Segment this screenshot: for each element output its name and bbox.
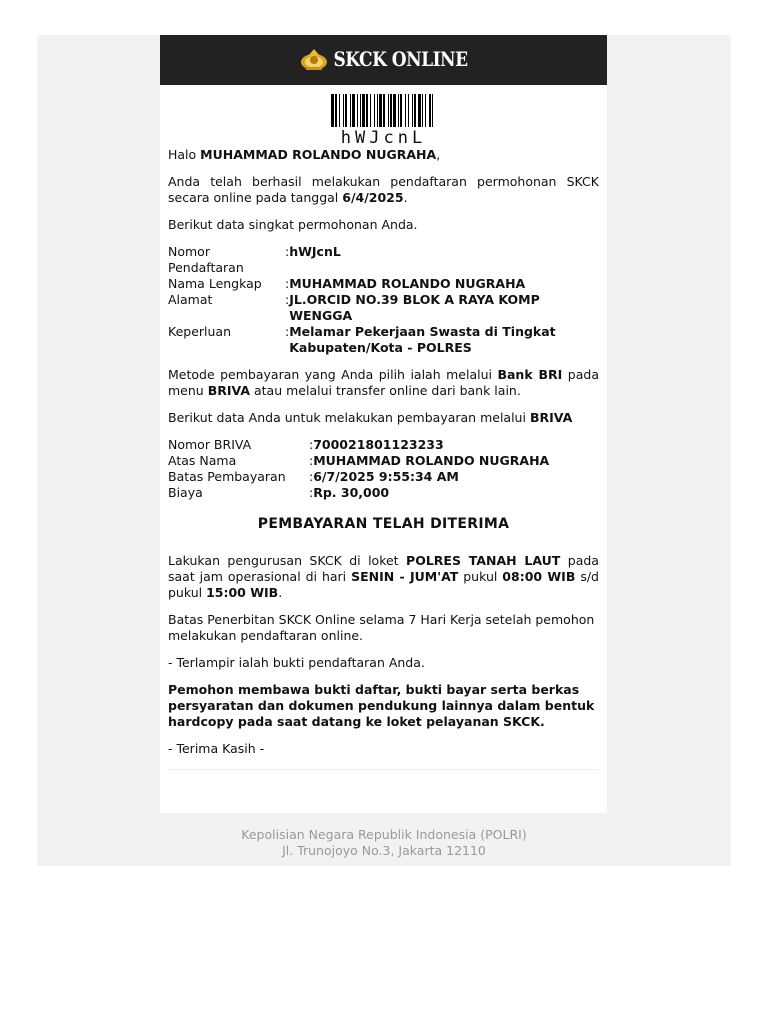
divider [168, 769, 599, 770]
office-paragraph: Lakukan pengurusan SKCK di loket POLRES TANAH LAUT pada saat jam operasional di hari SENIN - JUM'AT pukul 08:00 WIB s/d pukul 15:00 WIB. [168, 553, 599, 600]
table-row: Biaya : Rp. 30,000 [168, 485, 390, 500]
deadline-note: Batas Penerbitan SKCK Online selama 7 Hari Kerja setelah pemohon melakukan pendaftaran online. [168, 612, 595, 643]
header-banner [160, 35, 607, 85]
table-row: Alamat : JL.ORCID NO.39 BLOK A RAYA KOMP WENGGA [168, 292, 540, 323]
email-background [37, 35, 731, 866]
footer [37, 827, 731, 859]
bring-note: Pemohon membawa bukti daftar, bukti bayar serta berkas persyaratan dan dokumen pendukung lainnya dalam bentuk hardcopy pada saat datang ke loket pelayanan SKCK. [168, 682, 595, 729]
logo-text: SKCK ONLINE [333, 48, 468, 72]
footer-org: Kepolisian Negara Republik Indonesia (POLRI) [241, 827, 527, 842]
greeting-name: MUHAMMAD ROLANDO NUGRAHA [200, 147, 437, 162]
applicant-table [168, 244, 599, 356]
table-row: Nomor BRIVA : 700021801123233 [168, 437, 444, 452]
table-row: Nama Lengkap : MUHAMMAD ROLANDO NUGRAHA [168, 276, 526, 291]
summary-intro: Berikut data singkat permohonan Anda. [168, 217, 418, 232]
closing: - Terima Kasih - [168, 741, 265, 756]
logo [299, 47, 467, 73]
registration-date: 6/4/2025 [342, 190, 404, 205]
barcode-section [160, 94, 607, 147]
table-row: Atas Nama : MUHAMMAD ROLANDO NUGRAHA [168, 453, 550, 468]
barcode-bar [433, 94, 436, 127]
table-row: Batas Pembayaran : 6/7/2025 9:55:34 AM [168, 469, 459, 484]
barcode-text: hWJcnL [340, 128, 427, 148]
barcode [331, 94, 436, 127]
payment-intro: Berikut data Anda untuk melakukan pembayaran melalui BRIVA [168, 410, 573, 425]
payment-method-paragraph: Metode pembayaran yang Anda pilih ialah melalui Bank BRI pada menu BRIVA atau melalui transfer online dari bank lain. [168, 367, 599, 398]
payment-status-heading: PEMBAYARAN TELAH DITERIMA [257, 516, 510, 532]
polri-emblem-icon [299, 47, 329, 73]
email-card [160, 35, 607, 813]
attachment-note: - Terlampir ialah bukti pendaftaran Anda. [168, 655, 425, 670]
table-row: Nomor Pendaftaran : hWJcnL [168, 244, 341, 275]
footer-address: Jl. Trunojoyo No.3, Jakarta 12110 [282, 843, 486, 858]
intro-paragraph: Anda telah berhasil melakukan pendaftaran permohonan SKCK secara online pada tanggal 6/4/2025. [168, 174, 599, 205]
table-row: Keperluan : Melamar Pekerjaan Swasta di Tingkat Kabupaten/Kota - POLRES [168, 324, 556, 355]
greeting: Halo MUHAMMAD ROLANDO NUGRAHA, [168, 147, 441, 162]
payment-table [168, 437, 549, 501]
email-body [160, 147, 607, 770]
